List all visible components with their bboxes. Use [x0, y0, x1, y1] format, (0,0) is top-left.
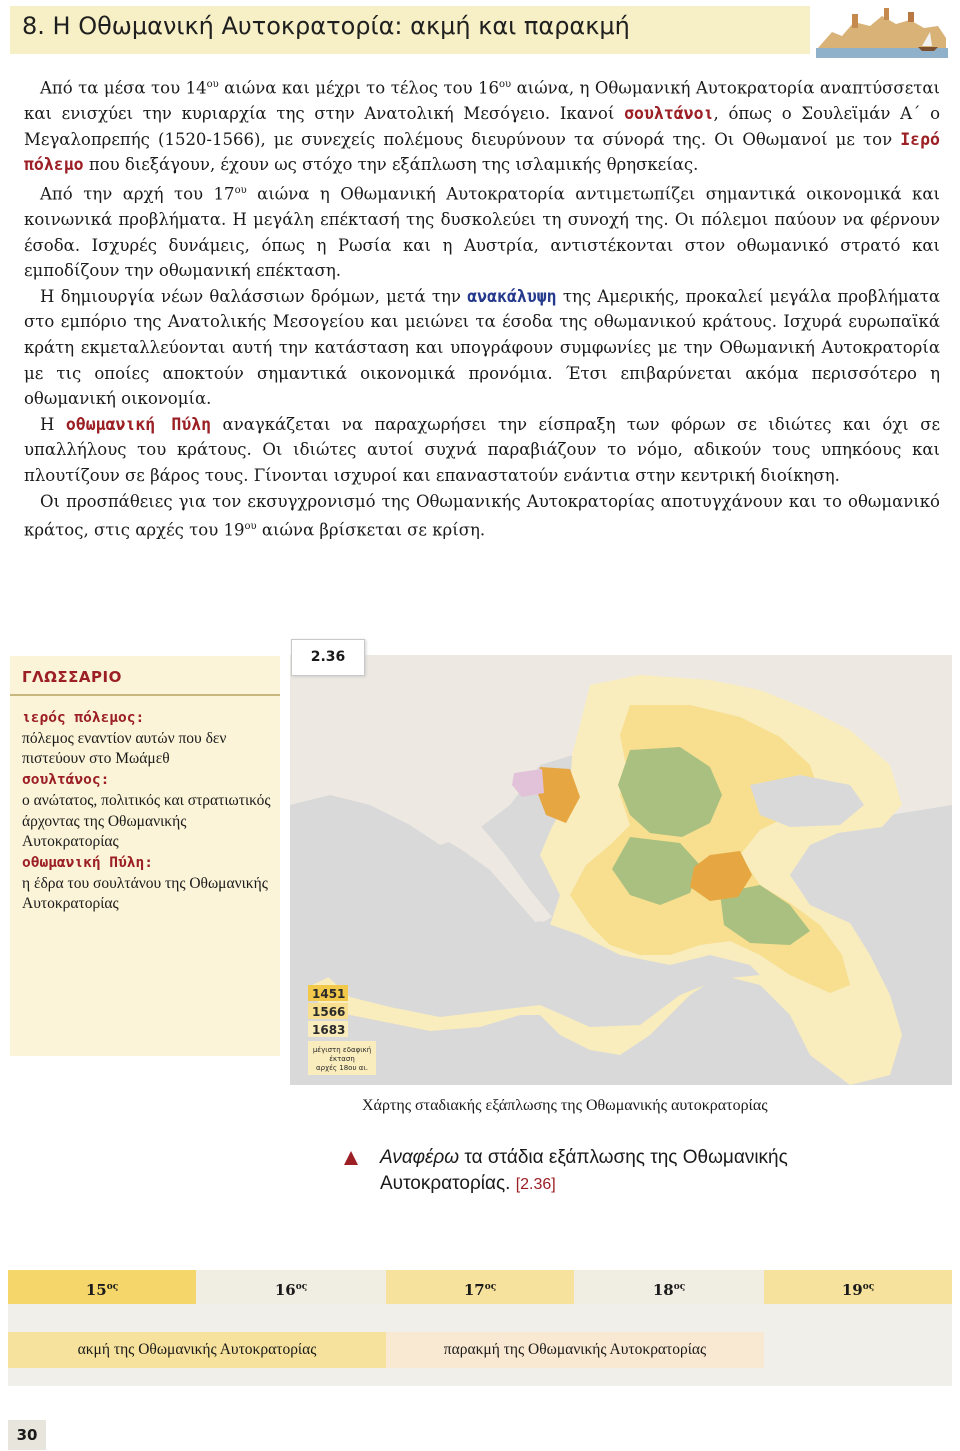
glossary-definition: ο ανώτατος, πολιτικός και στρατιωτικός άρχοντας της Οθωμανικής Αυτοκρατορίας	[22, 791, 271, 851]
keyword-discovery: ανακάλυψη	[467, 286, 557, 306]
timeline-century-19: $19^{o\varsigma}$	[764, 1270, 952, 1304]
legend-label-1683: 1683	[312, 1023, 346, 1037]
legend-label-1451: 1451	[312, 987, 346, 1001]
figure-caption: Χάρτης σταδιακής εξάπλωσης της Οθωμανικής αυτοκρατορίας	[362, 1097, 768, 1114]
glossary-title: ΓΛΩΣΣΑΡΙΟ	[22, 668, 122, 686]
glossary-term: οθωμανική Πύλη:	[22, 854, 153, 871]
timeline-century-17: $17^{o\varsigma}$	[386, 1270, 574, 1304]
glossary-definition: πόλεμος εναντίον αυτών που δεν πιστεύουν στο Μωάμεθ	[22, 729, 227, 768]
triangle-bullet-icon	[344, 1151, 358, 1165]
ottoman-expansion-map	[290, 655, 952, 1085]
glossary-box	[10, 656, 280, 1056]
task-figure-reference: [2.36]	[515, 1176, 556, 1193]
timeline-band-decline: παρακμή της Οθωμανικής Αυτοκρατορίας	[386, 1332, 764, 1368]
paragraph-4: Η οθωμανική Πύλη αναγκάζεται να παραχωρήσει την είσπραξη των φόρων σε ιδιώτες και όχι σε υπαλλήλους του κράτους. Οι ιδιώτες αυτοί συχνά παραβιάζουν το νόμο, αδικούν τους υπηκόους και πλουτίζουν σε βάρος τους. Γίνονται ισχυροί και επαναστατούν ενάντια στην κεντρική διοίκηση.	[24, 414, 940, 485]
timeline-century-16: $16^{o\varsigma}$	[196, 1270, 386, 1304]
legend-note-line: μέγιστη εδαφική	[312, 1046, 372, 1054]
keyword-ottoman-porte: οθωμανική Πύλη	[65, 414, 212, 434]
legend-note-line: έκταση	[329, 1055, 355, 1063]
task-verb: Αναφέρω	[380, 1147, 460, 1168]
legend-note-line: αρχές 18ου αι.	[316, 1064, 368, 1072]
keyword-sultans: σουλτάνοι	[624, 104, 714, 124]
glossary-term: σουλτάνος:	[22, 772, 110, 789]
chapter-title: 8. Η Οθωμανική Αυτοκρατορία: ακμή και παρακμή	[22, 12, 630, 40]
glossary-definition: η έδρα του σουλτάνου της Οθωμανικής Αυτοκρατορίας	[22, 874, 268, 913]
paragraph-3: Η δημιουργία νέων θαλάσσιων δρόμων, μετά την ανακάλυψη της Αμερικής, προκαλεί μεγάλα προβλήματα στο εμπόριο της Ανατολικής Μεσογείου και μειώνει τα έσοδα της οθωμανικού κράτους. Ισχυρά ευρωπαϊκά κράτη εκμεταλλεύονται αυτή την κατάσταση και υπογράφουν συμφωνίες με την Οθωμανική Αυτοκρατορία με τις οποίες αποκτούν σημαντικά οικονομικά προνόμια. Έτσι επιβαρύνεται ακόμα περισσότερο η οθωμανική οικονομία.	[24, 286, 940, 409]
task-prompt	[344, 1145, 904, 1198]
timeline-century-18: $18^{o\varsigma}$	[574, 1270, 764, 1304]
timeline-band-peak: ακμή της Οθωμανικής Αυτοκρατορίας	[8, 1332, 386, 1368]
glossary-entries	[22, 708, 272, 915]
main-text	[24, 72, 940, 543]
page-number: 30	[8, 1420, 46, 1450]
header-illustration	[812, 2, 952, 60]
legend-label-1566: 1566	[312, 1005, 346, 1019]
paragraph-1: Από τα μέσα του $14^{o\upsilon}$ αιώνα και μέχρι το τέλος του $16^{o\upsilon}$ αιώνα, η Οθωμανική Αυτοκρατορία αναπτύσσεται και ενισχύει την κυριαρχία της στην Ανατολική Μεσόγειο. Ικανοί σουλτάνοι, όπως ο Σουλεϊμάν Α΄ ο Μεγαλοπρεπής (1520-1566), με συνεχείς πολέμους διευρύνουν τα σύνορά της. Οι Οθωμανοί με τον Ιερό πόλεμο που διεξάγουν, έχουν ως στόχο την εξάπλωση της ισλαμικής θρησκείας.	[24, 78, 941, 175]
timeline-century-15: $15^{o\varsigma}$	[8, 1270, 196, 1304]
glossary-divider	[10, 694, 280, 696]
figure-number-badge: 2.36	[291, 639, 365, 676]
paragraph-5: Οι προσπάθειες για τον εκσυγχρονισμό της Οθωμανικής Αυτοκρατορίας αποτυγχάνουν και το οθωμανικό κράτος, στις αρχές του $19^{o\upsilon}$ αιώνα βρίσκεται σε κρίση.	[24, 491, 940, 540]
task-text: τα στάδια εξάπλωσης της Οθωμανικής Αυτοκρατορίας.	[380, 1147, 788, 1194]
timeline	[8, 1270, 952, 1386]
keyword-holy-war: Ιερό πόλεμο	[24, 129, 940, 175]
paragraph-2: Από την αρχή του $17^{o\upsilon}$ αιώνα η Οθωμανική Αυτοκρατορία αντιμετωπίζει σημαντικά οικονομικά και κοινωνικά προβλήματα. Η μεγάλη επέκτασή της δυσκολεύει τη συνοχή της. Οι πόλεμοι παύουν να φέρνουν έσοδα. Ισχυρές δυνάμεις, όπως η Ρωσία και η Αυστρία, αντιστέκονται στον οθωμανικό στρατό και εμποδίζουν την οθωμανική επέκταση.	[24, 184, 940, 281]
glossary-term: ιερός πόλεμος:	[22, 710, 145, 726]
